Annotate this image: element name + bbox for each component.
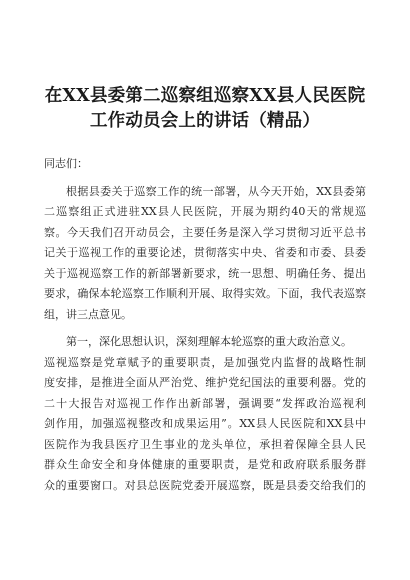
document-title <box>40 84 370 134</box>
paragraph-line: 巡视巡察是党章赋予的重要职责，是加强党内监督的战略性制 <box>44 355 366 369</box>
paragraph-line: 组，讲三点意见。 <box>44 307 132 321</box>
paragraph-line: 关于巡视巡察工作的新部署新要求，统一思想、明确任务、提出 <box>44 266 366 280</box>
title-line-1: 在XX县委第二巡察组巡察XX县人民医院 <box>44 86 366 106</box>
paragraph-1 <box>44 182 366 326</box>
paragraph-2 <box>44 332 366 496</box>
paragraph-line: 二十大报告对巡视工作作出新部署，强调要“发挥政治巡视利 <box>44 396 366 410</box>
paragraph-line: 剑作用，加强巡视整改和成果运用”。XX县人民医院和XX县中 <box>44 417 366 430</box>
salutation: 同志们： <box>44 157 88 170</box>
document-body <box>44 154 366 503</box>
paragraph-line: 要求，确保本轮巡察工作顺利开展、取得实效。下面，我代表巡察 <box>44 287 366 300</box>
paragraph-line: 度安排，是推进全面从严治党、维护党纪国法的重要利器。党的 <box>44 376 366 389</box>
paragraph-line: 群众生命安全和身体健康的重要职责，是党和政府联系服务群 <box>44 458 366 471</box>
paragraph-line: 察。今天我们召开动员会，主要任务是深入学习贯彻习近平总书 <box>44 225 366 239</box>
paragraph-line: 记关于巡视工作的重要论述，贯彻落实中央、省委和市委、县委 <box>44 246 366 259</box>
title-line-2: 工作动员会上的讲话（精品） <box>89 111 321 131</box>
paragraph-line: 医院作为我县医疗卫生事业的龙头单位，承担着保障全县人民 <box>44 437 366 451</box>
paragraph-line: 根据县委关于巡察工作的统一部署，从今天开始，XX县委第 <box>66 184 366 198</box>
paragraph-line: 第一，深化思想认识，深刻理解本轮巡察的重大政治意义。 <box>66 335 352 348</box>
paragraph-line: 众的重要窗口。对县总医院党委开展巡察，既是县委交给我们的 <box>44 478 366 492</box>
paragraph-line: 二巡察组正式进驻XX县人民医院，开展为期约40天的常规巡 <box>44 205 366 218</box>
